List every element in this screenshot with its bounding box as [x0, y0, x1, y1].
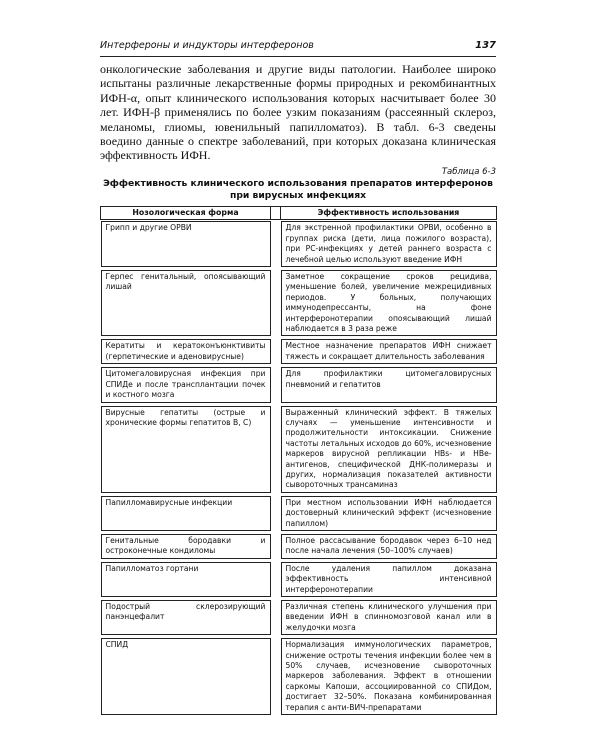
- cell-gap: [271, 338, 281, 366]
- running-header-title: Интерфероны и индукторы интерферонов: [100, 40, 314, 51]
- column-header-spacer: [271, 207, 281, 220]
- table-row: [101, 269, 497, 338]
- intro-paragraph: онкологические заболевания и другие виды патологии. Наиболее широко испытаны различные лекарственные формы природных и рекомбинантных ИФН-α, опыт клинического использования которых насчитывает более 30 лет. ИФН-β применялись по более узким показаниям (рассеянный склероз, меланомы, глиомы, ювенильный папилломатоз). В табл. 6-3 сведены воедино данные о спектре заболеваний, при которых доказана клиническая эффективность ИФН.: [100, 62, 496, 163]
- cell-gap: [271, 495, 281, 533]
- cell-gap: [271, 637, 281, 717]
- table-row: [101, 495, 497, 533]
- running-header: [100, 40, 496, 51]
- cell-gap: [271, 533, 281, 561]
- table-row: [101, 366, 497, 404]
- table-caption-line-1: Эффективность клинического использования препаратов интерферонов: [103, 178, 493, 189]
- cell-nosological-form: Грипп и другие ОРВИ: [101, 221, 271, 267]
- page-number: 137: [475, 40, 496, 51]
- table-caption: [100, 178, 496, 202]
- table-row: [101, 533, 497, 561]
- table-caption-line-2: при вирусных инфекциях: [229, 190, 367, 201]
- table-row: [101, 338, 497, 366]
- cell-nosological-form: Подострый склерозирующий панэнцефалит: [101, 600, 271, 635]
- column-header-effect: Эффективность использования: [281, 207, 497, 220]
- cell-effectiveness: Для профилактики цитомегаловирусных пневмоний и гепатитов: [281, 367, 497, 402]
- cell-nosological-form: СПИД: [101, 638, 271, 715]
- table-row: [101, 637, 497, 717]
- cell-nosological-form: Герпес генитальный, опоясывающий лишай: [101, 270, 271, 336]
- cell-effectiveness: Нормализация иммунологических параметров, снижение остроты течения инфекции более чем в 50% случаев, исчезновение сывороточных маркеров заболевания. Эффект в отношении саркомы Капоши, ассоциированной со СПИДом, достигает 32–50%. Показана комбинированная терапия с анти-ВИЧ-препаратами: [281, 638, 497, 715]
- cell-effectiveness: После удаления папиллом доказана эффективность интенсивной интерферонотерапии: [281, 562, 497, 597]
- cell-gap: [271, 366, 281, 404]
- table-row: [101, 561, 497, 599]
- table-body: [101, 220, 497, 717]
- cell-effectiveness: Заметное сокращение сроков рецидива, уменьшение болей, увеличение межрецидивных периодов. У больных, получающих иммунодепрессанты, на фоне интерферонотерапии опоясывающий лишай наблюдается в 3 раза реже: [281, 270, 497, 336]
- table-row: [101, 599, 497, 637]
- cell-effectiveness: Различная степень клинического улучшения при введении ИФН в спинномозговой канал или в желудочки мозга: [281, 600, 497, 635]
- cell-nosological-form: Папилломавирусные инфекции: [101, 496, 271, 531]
- table-row: [101, 405, 497, 495]
- table-label: Таблица 6-3: [441, 167, 496, 177]
- cell-gap: [271, 220, 281, 269]
- header-rule: [100, 56, 496, 57]
- cell-effectiveness: Выраженный клинический эффект. В тяжелых случаях — уменьшение интенсивности и продолжительности интоксикации. Снижение частоты летальных исходов до 60%, исчезновение маркеров вирусной репликации HBs- и HBe-антигенов, специфической ДНК-полимеразы и других, нормализация показателей активности сывороточных трансаминаз: [281, 406, 497, 493]
- cell-nosological-form: Кератиты и кератоконъюнктивиты (герпетические и аденовирусные): [101, 339, 271, 364]
- cell-gap: [271, 561, 281, 599]
- cell-nosological-form: Папилломатоз гортани: [101, 562, 271, 597]
- cell-nosological-form: Вирусные гепатиты (острые и хронические формы гепатитов В, С): [101, 406, 271, 493]
- cell-effectiveness: При местном использовании ИФН наблюдается достоверный клинический эффект (исчезновение папиллом): [281, 496, 497, 531]
- cell-gap: [271, 599, 281, 637]
- table-header-row: [101, 207, 497, 220]
- cell-gap: [271, 269, 281, 338]
- cell-nosological-form: Генитальные бородавки и остроконечные кондиломы: [101, 534, 271, 559]
- table-row: [101, 220, 497, 269]
- cell-nosological-form: Цитомегаловирусная инфекция при СПИДе и после трансплантации почек и костного мозга: [101, 367, 271, 402]
- cell-effectiveness: Полное рассасывание бородавок через 6–10 нед после начала лечения (50–100% случаев): [281, 534, 497, 559]
- cell-effectiveness: Местное назначение препаратов ИФН снижает тяжесть и сокращает длительность заболевания: [281, 339, 497, 364]
- cell-gap: [271, 405, 281, 495]
- column-header-form: Нозологическая форма: [101, 207, 271, 220]
- cell-effectiveness: Для экстренной профилактики ОРВИ, особенно в группах риска (дети, лица пожилого возраста), при РС-инфекциях у детей раннего возраста с лечебной целью используют введение ИФН: [281, 221, 497, 267]
- efficacy-table: [100, 206, 497, 717]
